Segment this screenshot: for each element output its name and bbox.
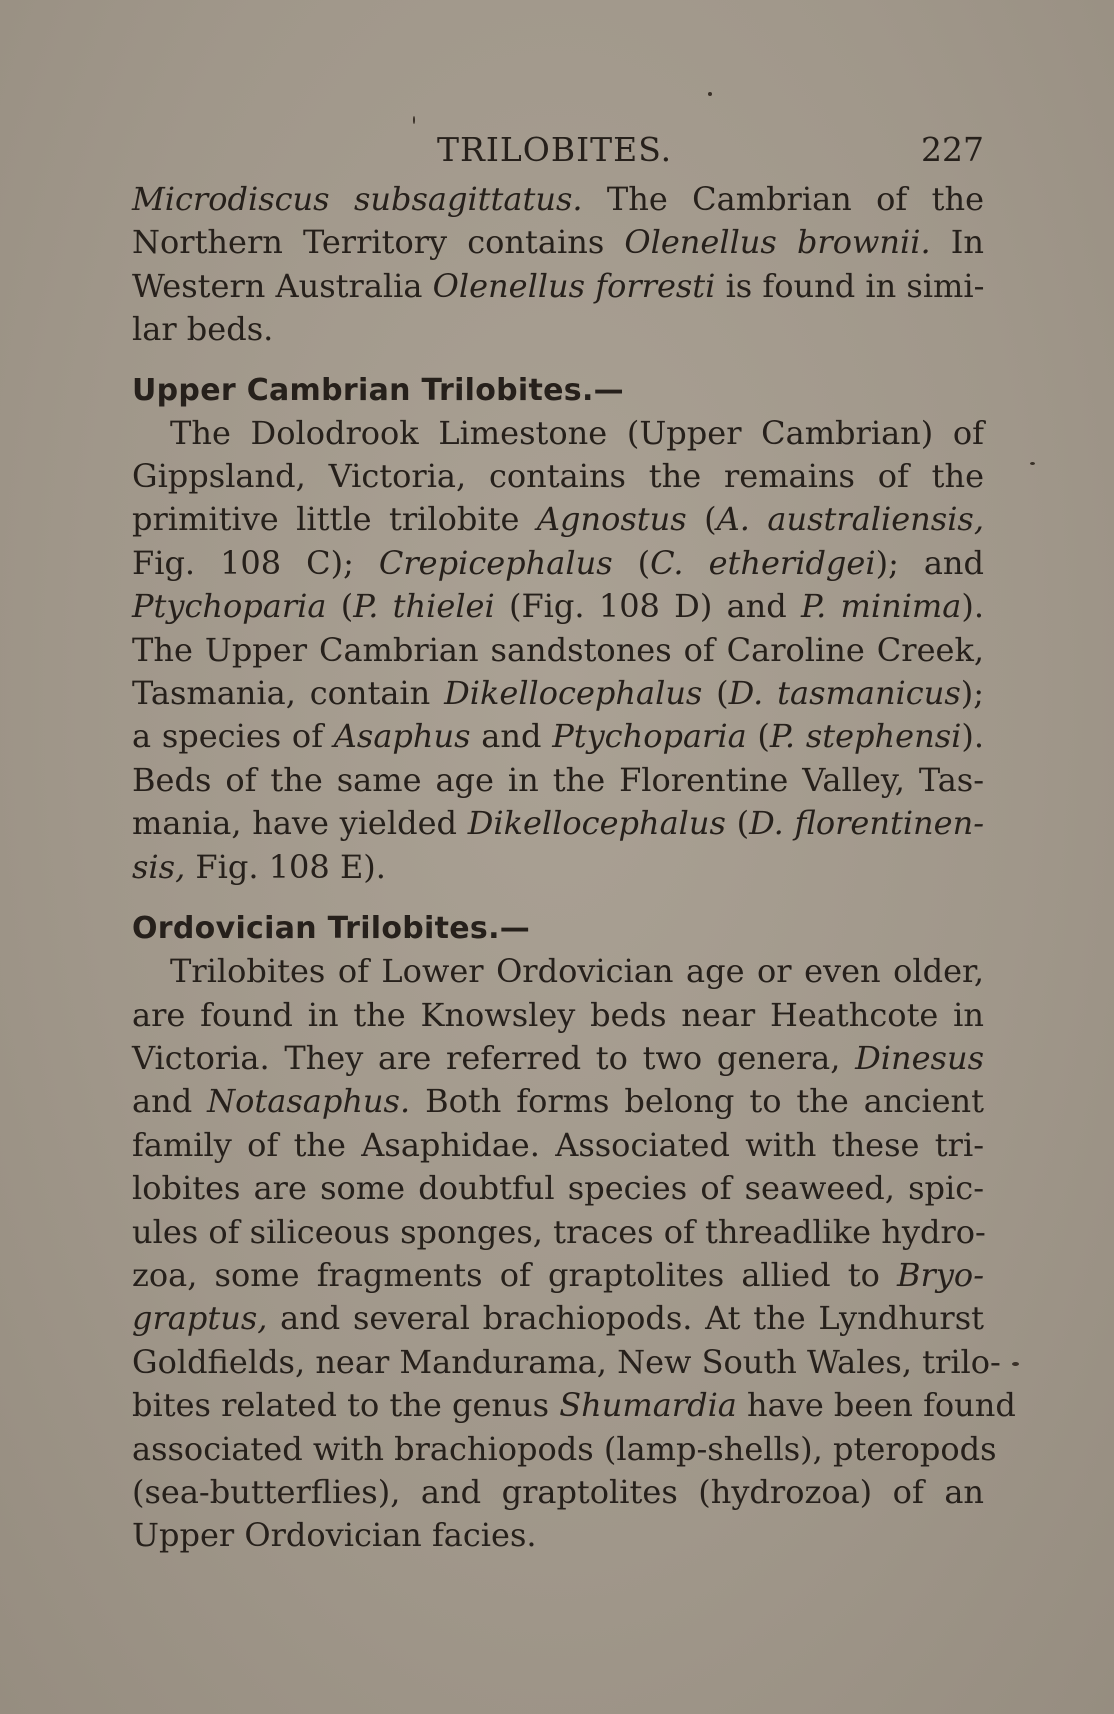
text-line: Goldfields, near Mandurama, New South Wales, trilo- (132, 1342, 1001, 1381)
text-line: Trilobites of Lower Ordovician age or even older, (170, 952, 984, 991)
paper-speck (413, 116, 415, 124)
text-line: The Upper Cambrian sandstones of Caroline Creek, (132, 630, 984, 669)
text-line: ules of siliceous sponges, traces of threadlike hydro- (132, 1212, 986, 1251)
text-line: mania, have yielded Dikellocephalus (D. florentinen- (132, 804, 985, 843)
text-line: Beds of the same age in the Florentine Valley, Tas- (132, 760, 984, 799)
text-line: lar beds. (132, 310, 274, 349)
text-line: sis, Fig. 108 E). (132, 847, 386, 886)
book-page (132, 122, 1016, 1558)
running-title: TRILOBITES. (437, 130, 673, 169)
section-heading-ordovician: Ordovician Trilobites.— (132, 911, 531, 947)
text-line: Gippsland, Victoria, contains the remains of the (132, 457, 984, 496)
text-line: The Dolodrook Limestone (Upper Cambrian) of (170, 413, 984, 452)
text-line: Victoria. They are referred to two genera, Dinesus (132, 1038, 984, 1077)
paragraph-upper-cambrian (132, 412, 984, 889)
species-name: Olenellus forresti (432, 266, 716, 305)
section-heading-upper-cambrian: Upper Cambrian Trilobites.— (132, 372, 624, 408)
running-head (132, 122, 984, 178)
text-line: a species of Asaphus and Ptychoparia (P. stephensi). (132, 717, 985, 756)
page-number: 227 (921, 130, 984, 169)
paper-speck (1030, 462, 1035, 465)
paper-speck (708, 92, 712, 96)
text-line: graptus, and several brachiopods. At the Lyndhurst (132, 1299, 984, 1338)
paragraph-ordovician (132, 950, 1016, 1558)
text-line: Western Australia Olenellus forresti is found in simi- (132, 266, 985, 305)
text-line: bites related to the genus Shumardia have been found (132, 1386, 1016, 1425)
text-line: Tasmania, contain Dikellocephalus (D. tasmanicus); (132, 674, 985, 713)
paragraph-continued (132, 178, 984, 352)
text-line: zoa, some fragments of graptolites allied to Bryo- (132, 1255, 984, 1294)
text-line: Ptychoparia (P. thielei (Fig. 108 D) and P. minima). (132, 587, 984, 626)
text-line: Northern Territory contains Olenellus brownii. In (132, 223, 985, 262)
text-line: are found in the Knowsley beds near Heathcote in (132, 995, 984, 1034)
species-name: Olenellus brownii. (624, 223, 931, 262)
paper-speck (1012, 1362, 1019, 1366)
text-line: and Notasaphus. Both forms belong to the ancient (132, 1082, 985, 1121)
text-line: Upper Ordovician facies. (132, 1516, 537, 1555)
text-line: associated with brachiopods (lamp-shells), pteropods (132, 1429, 997, 1468)
species-name: Microdiscus subsagittatus. (132, 180, 583, 218)
text-line: Microdiscus subsagittatus. The Cambrian of the (132, 180, 985, 218)
text-line: family of the Asaphidae. Associated with these tri- (132, 1125, 984, 1164)
text-line: lobites are some doubtful species of seaweed, spic- (132, 1169, 984, 1208)
text-line: Fig. 108 C); Crepicephalus (C. etheridgei); and (132, 543, 985, 582)
text-line: (sea-butterflies), and graptolites (hydrozoa) of an (132, 1472, 984, 1511)
text-line: primitive little trilobite Agnostus (A. australiensis, (132, 500, 985, 539)
